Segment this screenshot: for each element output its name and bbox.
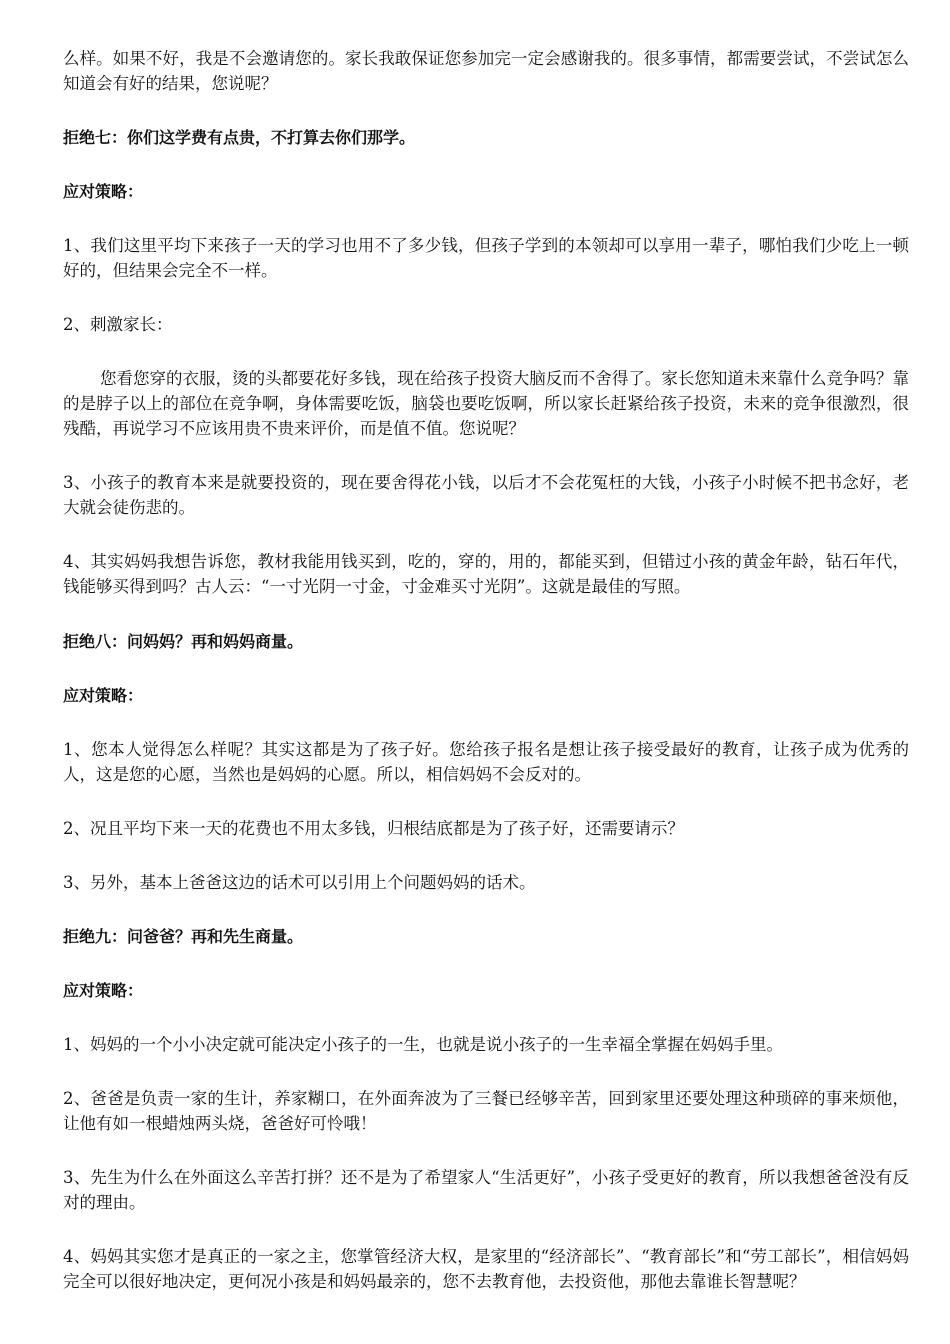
document-page [63, 46, 909, 1294]
heading-refusal-7: 拒绝七：你们这学费有点贵，不打算去你们那学。 [63, 128, 416, 147]
paragraph-indented: 您看您穿的衣服，烫的头都要花好多钱，现在给孩子投资大脑反而不舍得了。家长您知道未来靠什么竞争吗？靠的是脖子以上的部位在竞争啊，身体需要吃饭，脑袋也要吃饭啊，所以家长赶紧给孩子投资，未来的竞争很激烈，很残酷，再说学习不应该用贵不贵来评价，而是值不值。您说呢？ [63, 369, 909, 438]
heading-refusal-9: 拒绝九：问爸爸？再和先生商量。 [63, 927, 304, 946]
paragraph-item: 2、爸爸是负责一家的生计，养家糊口，在外面奔波为了三餐已经够辛苦，回到家里还要处理这种琐碎的事来烦他，让他有如一根蜡烛两头烧，爸爸好可怜哦！ [63, 1089, 909, 1133]
paragraph-item: 4、妈妈其实您才是真正的一家之主，您掌管经济大权，是家里的“经济部长”、“教育部长”和“劳工部长”，相信妈妈完全可以很好地决定，更何况小孩是和妈妈最亲的，您不去教育他，去投资他，那他去靠谁长智慧呢？ [63, 1247, 909, 1291]
paragraph-item: 3、小孩子的教育本来是就要投资的，现在要舍得花小钱，以后才不会花冤枉的大钱，小孩子小时候不把书念好，老大就会徒伤悲的。 [63, 473, 909, 517]
paragraph-item: 1、您本人觉得怎么样呢？其实这都是为了孩子好。您给孩子报名是想让孩子接受最好的教育，让孩子成为优秀的人，这是您的心愿，当然也是妈妈的心愿。所以，相信妈妈不会反对的。 [63, 740, 909, 784]
paragraph-item: 2、刺激家长： [63, 315, 173, 334]
paragraph-item: 2、况且平均下来一天的花费也不用太多钱，归根结底都是为了孩子好，还需要请示？ [63, 819, 684, 838]
heading-refusal-8: 拒绝八：问妈妈？再和妈妈商量。 [63, 632, 304, 651]
paragraph-item: 1、我们这里平均下来孩子一天的学习也用不了多少钱，但孩子学到的本领却可以享用一辈子，哪怕我们少吃上一顿好的，但结果会完全不一样。 [63, 236, 909, 280]
heading-strategy: 应对策略： [63, 981, 144, 1000]
paragraph-item: 4、其实妈妈我想告诉您，教材我能用钱买到，吃的，穿的，用的，都能买到，但错过小孩的黄金年龄，钻石年代，钱能够买得到吗？古人云：“一寸光阴一寸金，寸金难买寸光阴”。这就是最佳的写照。 [63, 552, 909, 596]
paragraph-item: 1、妈妈的一个小小决定就可能决定小孩子的一生，也就是说小孩子的一生幸福全掌握在妈妈手里。 [63, 1035, 783, 1054]
heading-strategy: 应对策略： [63, 182, 144, 201]
heading-strategy: 应对策略： [63, 686, 144, 705]
paragraph-item: 3、先生为什么在外面这么辛苦打拼？还不是为了希望家人“生活更好”，小孩子受更好的教育，所以我想爸爸没有反对的理由。 [63, 1168, 909, 1212]
paragraph-item: 3、另外，基本上爸爸这边的话术可以引用上个问题妈妈的话术。 [63, 873, 536, 892]
paragraph-intro-continuation: 么样。如果不好，我是不会邀请您的。家长我敢保证您参加完一定会感谢我的。很多事情，都需要尝试，不尝试怎么知道会有好的结果，您说呢？ [63, 49, 909, 93]
